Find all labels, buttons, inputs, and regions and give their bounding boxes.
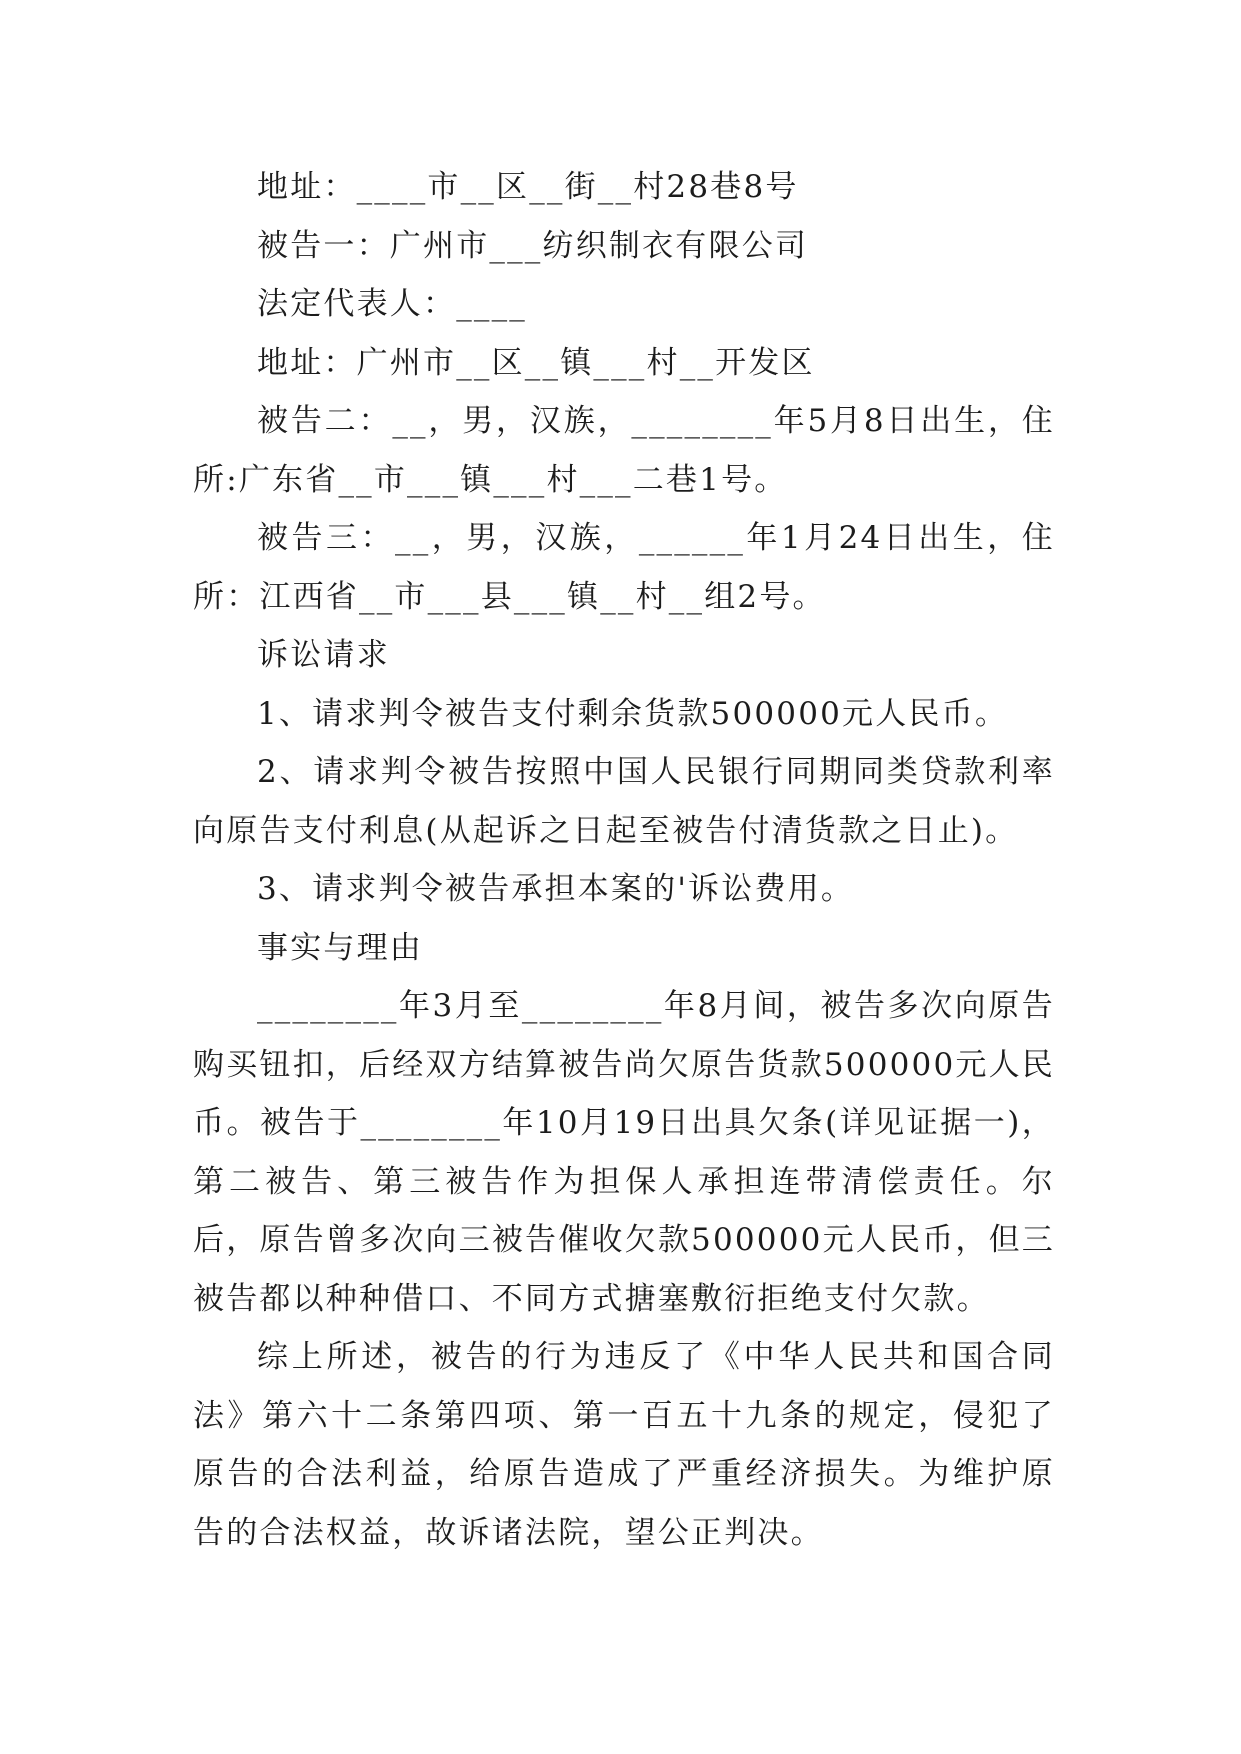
claim-item-2: 2、请求判令被告按照中国人民银行同期同类贷款利率向原告支付利息(从起诉之日起至被告付清货款之日止)。 xyxy=(193,754,1055,849)
legal-representative: 法定代表人：____ xyxy=(257,286,527,322)
defendant-one-address: 地址：广州市__区__镇___村__开发区 xyxy=(257,344,815,381)
facts-paragraph: ________年3月至________年8月间，被告多次向原告购买钮扣，后经双方结算被告尚欠原告货款500000元人民币。被告于________年10月19日出具欠条(详见证据一)，第二被告、第三被告作为担保人承担连带清偿责任。尔后，原告曾多次向三被告催收欠款500000元人民币，但三被告都以种种借口、不同方式搪塞敷衍拒绝支付欠款。 xyxy=(193,988,1055,1317)
section-heading-claims: 诉讼请求 xyxy=(257,637,390,673)
document-body xyxy=(193,158,1055,1562)
defendant-two-info: 被告二：__，男，汉族，________年5月8日出生，住所:广东省__市___镇___村___二巷1号。 xyxy=(193,403,1055,498)
plaintiff-address: 地址：____市__区__街__村28巷8号 xyxy=(257,169,799,205)
defendant-one-name: 被告一：广州市___纺织制衣有限公司 xyxy=(257,227,809,264)
section-heading-facts: 事实与理由 xyxy=(257,929,423,966)
claim-item-3: 3、请求判令被告承担本案的'诉讼费用。 xyxy=(257,871,855,907)
conclusion-paragraph: 综上所述，被告的行为违反了《中华人民共和国合同法》第六十二条第四项、第一百五十九条的规定，侵犯了原告的合法利益，给原告造成了严重经济损失。为维护原告的合法权益，故诉诸法院，望公正判决。 xyxy=(193,1339,1055,1551)
defendant-three-info: 被告三：__，男，汉族，______年1月24日出生，住所：江西省__市___县___镇__村__组2号。 xyxy=(193,520,1055,615)
claim-item-1: 1、请求判令被告支付剩余货款500000元人民币。 xyxy=(257,695,1009,732)
